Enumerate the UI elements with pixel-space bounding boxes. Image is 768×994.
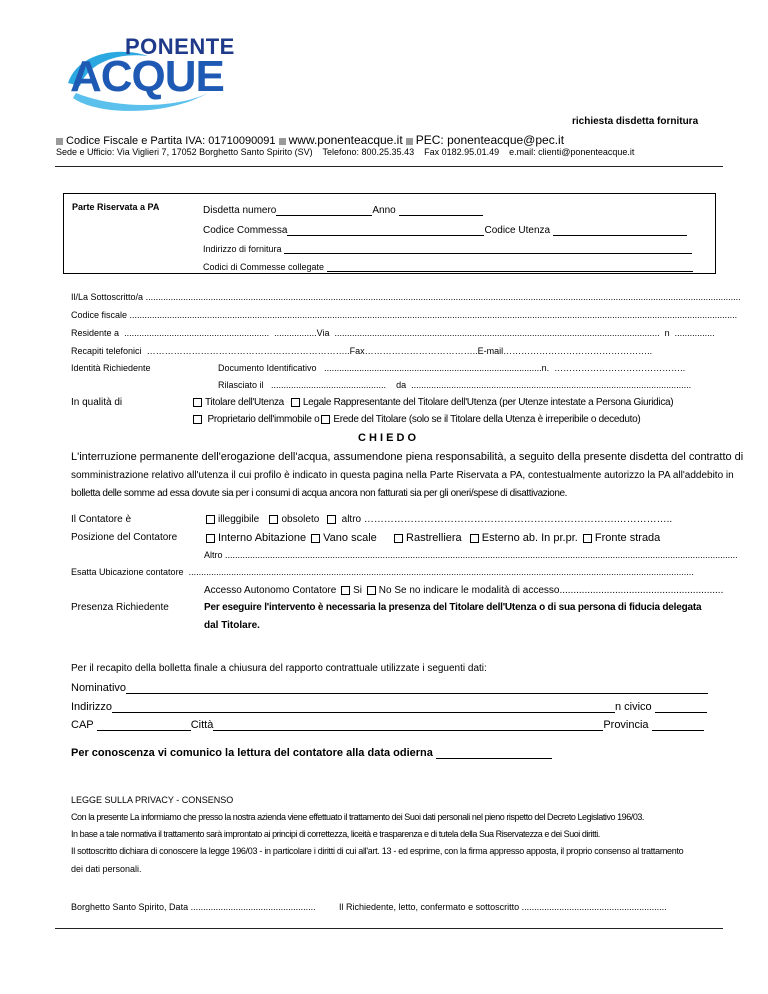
codici-commesse-field[interactable] xyxy=(327,259,693,272)
commessa-label: Codice Commessa xyxy=(203,225,288,236)
chiedo-line-3: bolletta delle somme ad essa dovute sia per i consumi di acqua ancora non fatturati sia per gli oneri/spese di disattivazione. xyxy=(71,488,568,499)
rastrelliera-label: Rastrelliera xyxy=(406,532,462,544)
fronte-checkbox[interactable] xyxy=(583,534,592,543)
data-field[interactable]: .................................................. xyxy=(190,902,316,912)
identita-label: Identità Richiedente xyxy=(71,363,151,373)
footer-divider xyxy=(55,928,723,929)
posizione-label: Posizione del Contatore xyxy=(71,532,178,543)
chiedo-line-1: L'interruzione permanente dell'erogazione dell'acqua, assumendone piena responsabilità, a seguito della presente disdetta del contratto di xyxy=(71,451,744,463)
pec-text: PEC: ponenteacque@pec.it xyxy=(415,133,565,147)
contatore-label: Il Contatore è xyxy=(71,514,132,525)
utenza-label: Codice Utenza xyxy=(484,225,551,236)
website-text: www.ponenteacque.it xyxy=(288,133,403,147)
email-label: E-mail xyxy=(477,346,504,356)
data-label: Borghetto Santo Spirito, Data xyxy=(71,902,189,912)
provincia-label: Provincia xyxy=(603,719,649,731)
lettura-field[interactable] xyxy=(436,746,552,759)
codice-fiscale-label: Codice fiscale xyxy=(71,310,128,320)
illeggibile-label: illeggibile xyxy=(218,514,260,525)
sottoscritto-label: Il/La Sottoscritto/a xyxy=(71,292,144,302)
accesso-row xyxy=(204,585,723,596)
altro2-row xyxy=(204,550,738,560)
documento-numero-field[interactable]: …………………………………….. xyxy=(554,363,686,373)
disdetta-row xyxy=(203,203,483,216)
altro2-field[interactable]: ............................................................................................................................................................................................................. xyxy=(225,550,738,560)
recapiti-field[interactable]: ………………………………………………………….. xyxy=(146,346,350,356)
rilasciato-label: Rilasciato il xyxy=(218,380,264,390)
vano-label: Vano scale xyxy=(323,532,377,544)
interno-label: Interno Abitazione xyxy=(218,532,307,544)
accesso-label: Accesso Autonomo Contatore xyxy=(204,585,337,596)
legale-checkbox[interactable] xyxy=(291,398,300,407)
nominativo-label: Nominativo xyxy=(71,682,127,694)
cap-label: CAP xyxy=(71,719,94,731)
altro-field[interactable]: ………………………………………………………………….…………….. xyxy=(363,514,673,525)
chiedo-title: C H I E D O xyxy=(358,432,417,444)
sottoscritto-field[interactable]: .............................................................................................................................................................................................................................................. xyxy=(145,292,741,302)
altro-checkbox[interactable] xyxy=(327,515,336,524)
ubicazione-row xyxy=(71,567,694,577)
lettura-row xyxy=(71,746,552,759)
codici-commesse-row xyxy=(203,259,693,272)
numero-label: n xyxy=(664,328,670,338)
header-divider xyxy=(55,166,723,167)
da-field[interactable]: ................................................................................................................ xyxy=(411,380,692,390)
codici-commesse-label: Codici di Commesse collegate xyxy=(203,262,325,272)
firma-row xyxy=(339,902,667,912)
indirizzo-fornitura-row xyxy=(203,241,692,254)
accesso-field[interactable]: ........................................................... xyxy=(559,585,724,596)
recapito-intro: Per il recapito della bolletta finale a chiusura del rapporto contrattuale utilizzate i seguenti dati: xyxy=(71,663,487,674)
nominativo-row xyxy=(71,681,708,694)
logo-top-text: PONENTE xyxy=(125,34,235,59)
fax-field[interactable]: ……………………………….. xyxy=(364,346,478,356)
titolare-label: Titolare dell'Utenza xyxy=(205,397,284,408)
via-label: Via xyxy=(316,328,330,338)
pa-box-title: Parte Riservata a PA xyxy=(72,202,160,212)
accesso-si-label: Si xyxy=(353,585,362,596)
presenza-text-2: dal Titolare. xyxy=(204,620,260,631)
altro-label: altro xyxy=(341,514,362,525)
altro2-label: Altro xyxy=(204,550,223,560)
privacy-line-2: In base a tale normativa il trattamento sarà improntato ai principi di correttezza, liceità e trasparenza e di tutela della Sua Riservatezza e dei Suoi diritti. xyxy=(71,829,600,839)
firma-label: Il Richiedente, letto, confermato e sottoscritto xyxy=(339,902,520,912)
email-field[interactable]: ………………………………………….. xyxy=(503,346,653,356)
documento-field[interactable]: ....................................................................................... xyxy=(324,363,542,373)
esterno-label: Esterno ab. In pr.pr. xyxy=(481,532,578,544)
qualita-row-2 xyxy=(191,414,640,425)
qualita-label: In qualità di xyxy=(71,397,123,408)
civico-label: n civico xyxy=(614,701,652,713)
data-row xyxy=(71,902,316,912)
address-line xyxy=(56,147,634,157)
commessa-row xyxy=(203,223,687,236)
rilasciato-field[interactable]: .............................................. xyxy=(271,380,387,390)
indirizzo-field[interactable] xyxy=(112,700,615,713)
privacy-line-4: dei dati personali. xyxy=(71,864,142,874)
privacy-line-3: Il sottoscritto dichiara di conoscere la legge 196/03 - in particolare i diritti di cui all'art. 13 - ed esprime, con la firma appresso apposta, il proprio consenso al trattamento xyxy=(71,846,684,856)
rastrelliera-checkbox[interactable] xyxy=(394,534,403,543)
company-info-line xyxy=(56,133,564,147)
indirizzo-fornitura-label: Indirizzo di fornitura xyxy=(203,244,282,254)
titolare-checkbox[interactable] xyxy=(193,398,202,407)
vano-checkbox[interactable] xyxy=(311,534,320,543)
rilasciato-row xyxy=(218,380,691,390)
fax-label: Fax xyxy=(349,346,365,356)
obsoleto-checkbox[interactable] xyxy=(269,515,278,524)
fax-text: Fax 0182.95.01.49 xyxy=(424,147,500,157)
ubicazione-field[interactable]: .......................................................................................................................................................................................................... xyxy=(188,567,694,577)
disdetta-label: Disdetta numero xyxy=(203,205,277,216)
indirizzo-label: Indirizzo xyxy=(71,701,112,713)
privacy-title: LEGGE SULLA PRIVACY - CONSENSO xyxy=(71,795,234,805)
codice-fiscale-field[interactable]: ................................................................................................................................................................................................................................................... xyxy=(129,310,738,320)
sede-text: Sede e Ufficio: Via Viglieri 7, 17052 Borghetto Santo Spirito (SV) xyxy=(56,147,313,157)
anno-field[interactable] xyxy=(399,203,483,216)
posizione-row xyxy=(204,532,660,544)
cap-row xyxy=(71,718,704,731)
lettura-label: Per conoscenza vi comunico la lettura del contatore alla data odierna xyxy=(71,747,433,759)
nominativo-field[interactable] xyxy=(126,681,708,694)
telefono-text: Telefono: 800.25.35.43 xyxy=(322,147,415,157)
privacy-line-1: Con la presente La informiamo che presso la nostra azienda viene effettuato il trattamento dei Suoi dati personali nel pieno rispetto del Decreto Legislativo 196/03. xyxy=(71,812,644,822)
residente-field[interactable]: .......................................................... xyxy=(124,328,270,338)
da-label: da xyxy=(396,380,407,390)
document-title: richiesta disdetta fornitura xyxy=(572,116,699,127)
presenza-label: Presenza Richiedente xyxy=(71,602,169,613)
civico-field[interactable] xyxy=(655,700,707,713)
proprietario-checkbox[interactable] xyxy=(193,415,202,424)
documento-row xyxy=(218,363,685,373)
documento-label: Documento Identificativo xyxy=(218,363,317,373)
provincia-field[interactable] xyxy=(652,718,704,731)
citta-label: Città xyxy=(190,719,214,731)
indirizzo-row xyxy=(71,700,707,713)
cap-field[interactable] xyxy=(97,718,191,731)
email-text: e.mail: clienti@ponenteacque.it xyxy=(509,147,635,157)
codice-fiscale-row xyxy=(71,310,737,320)
interno-checkbox[interactable] xyxy=(206,534,215,543)
accesso-si-checkbox[interactable] xyxy=(341,586,350,595)
proprietario-label: Proprietario dell'immobile o xyxy=(207,414,320,425)
qualita-row-1 xyxy=(191,397,673,408)
codice-fiscale-text: Codice Fiscale e Partita IVA: 01710090091 xyxy=(66,135,276,147)
numero-field[interactable]: ................ xyxy=(674,328,715,338)
accesso-no-checkbox[interactable] xyxy=(367,586,376,595)
esterno-checkbox[interactable] xyxy=(470,534,479,543)
residente-label: Residente a xyxy=(71,328,120,338)
commessa-field[interactable] xyxy=(287,223,484,236)
indirizzo-fornitura-field[interactable] xyxy=(284,241,692,254)
utenza-field[interactable] xyxy=(553,223,687,236)
recapiti-label: Recapiti telefonici xyxy=(71,346,142,356)
anno-label: Anno xyxy=(372,205,396,216)
via-field[interactable]: .................................................................................................................................. xyxy=(334,328,660,338)
documento-numero-label: n. xyxy=(541,363,550,373)
accesso-no-label: No Se no indicare le modalità di accesso xyxy=(378,585,560,596)
firma-field[interactable]: .......................................................... xyxy=(521,902,667,912)
erede-checkbox[interactable] xyxy=(321,415,330,424)
chiedo-line-2: somministrazione relativo all'utenza il cui profilo è indicato in questa pagina nella Parte Riservata a PA, contestualmente autorizzo la PA all'addebito in xyxy=(71,470,734,481)
presenza-text-1: Per eseguire l'intervento è necessaria la presenza del Titolare dell'Utenza o di sua persona di fiducia delegata xyxy=(204,602,702,613)
contatore-state-row xyxy=(204,514,672,525)
fronte-label: Fronte strada xyxy=(594,532,661,544)
ubicazione-label: Esatta Ubicazione contatore xyxy=(71,567,184,577)
obsoleto-label: obsoleto xyxy=(281,514,320,525)
legale-label: Legale Rappresentante del Titolare dell'Utenza (per Utenze intestate a Persona Giuridica) xyxy=(302,397,674,408)
recapiti-row xyxy=(71,346,652,356)
erede-label: Erede del Titolare (solo se il Titolare della Utenza è irreperibile o deceduto) xyxy=(333,414,641,425)
disdetta-field[interactable] xyxy=(276,203,372,216)
illeggibile-checkbox[interactable] xyxy=(206,515,215,524)
logo-main-text: ACQUE xyxy=(70,52,224,101)
sottoscritto-row xyxy=(71,292,741,302)
residente-row: Residente a .......................................................... .................Via .................................................................................................................................. n ................ xyxy=(71,328,715,338)
citta-field[interactable] xyxy=(213,718,603,731)
